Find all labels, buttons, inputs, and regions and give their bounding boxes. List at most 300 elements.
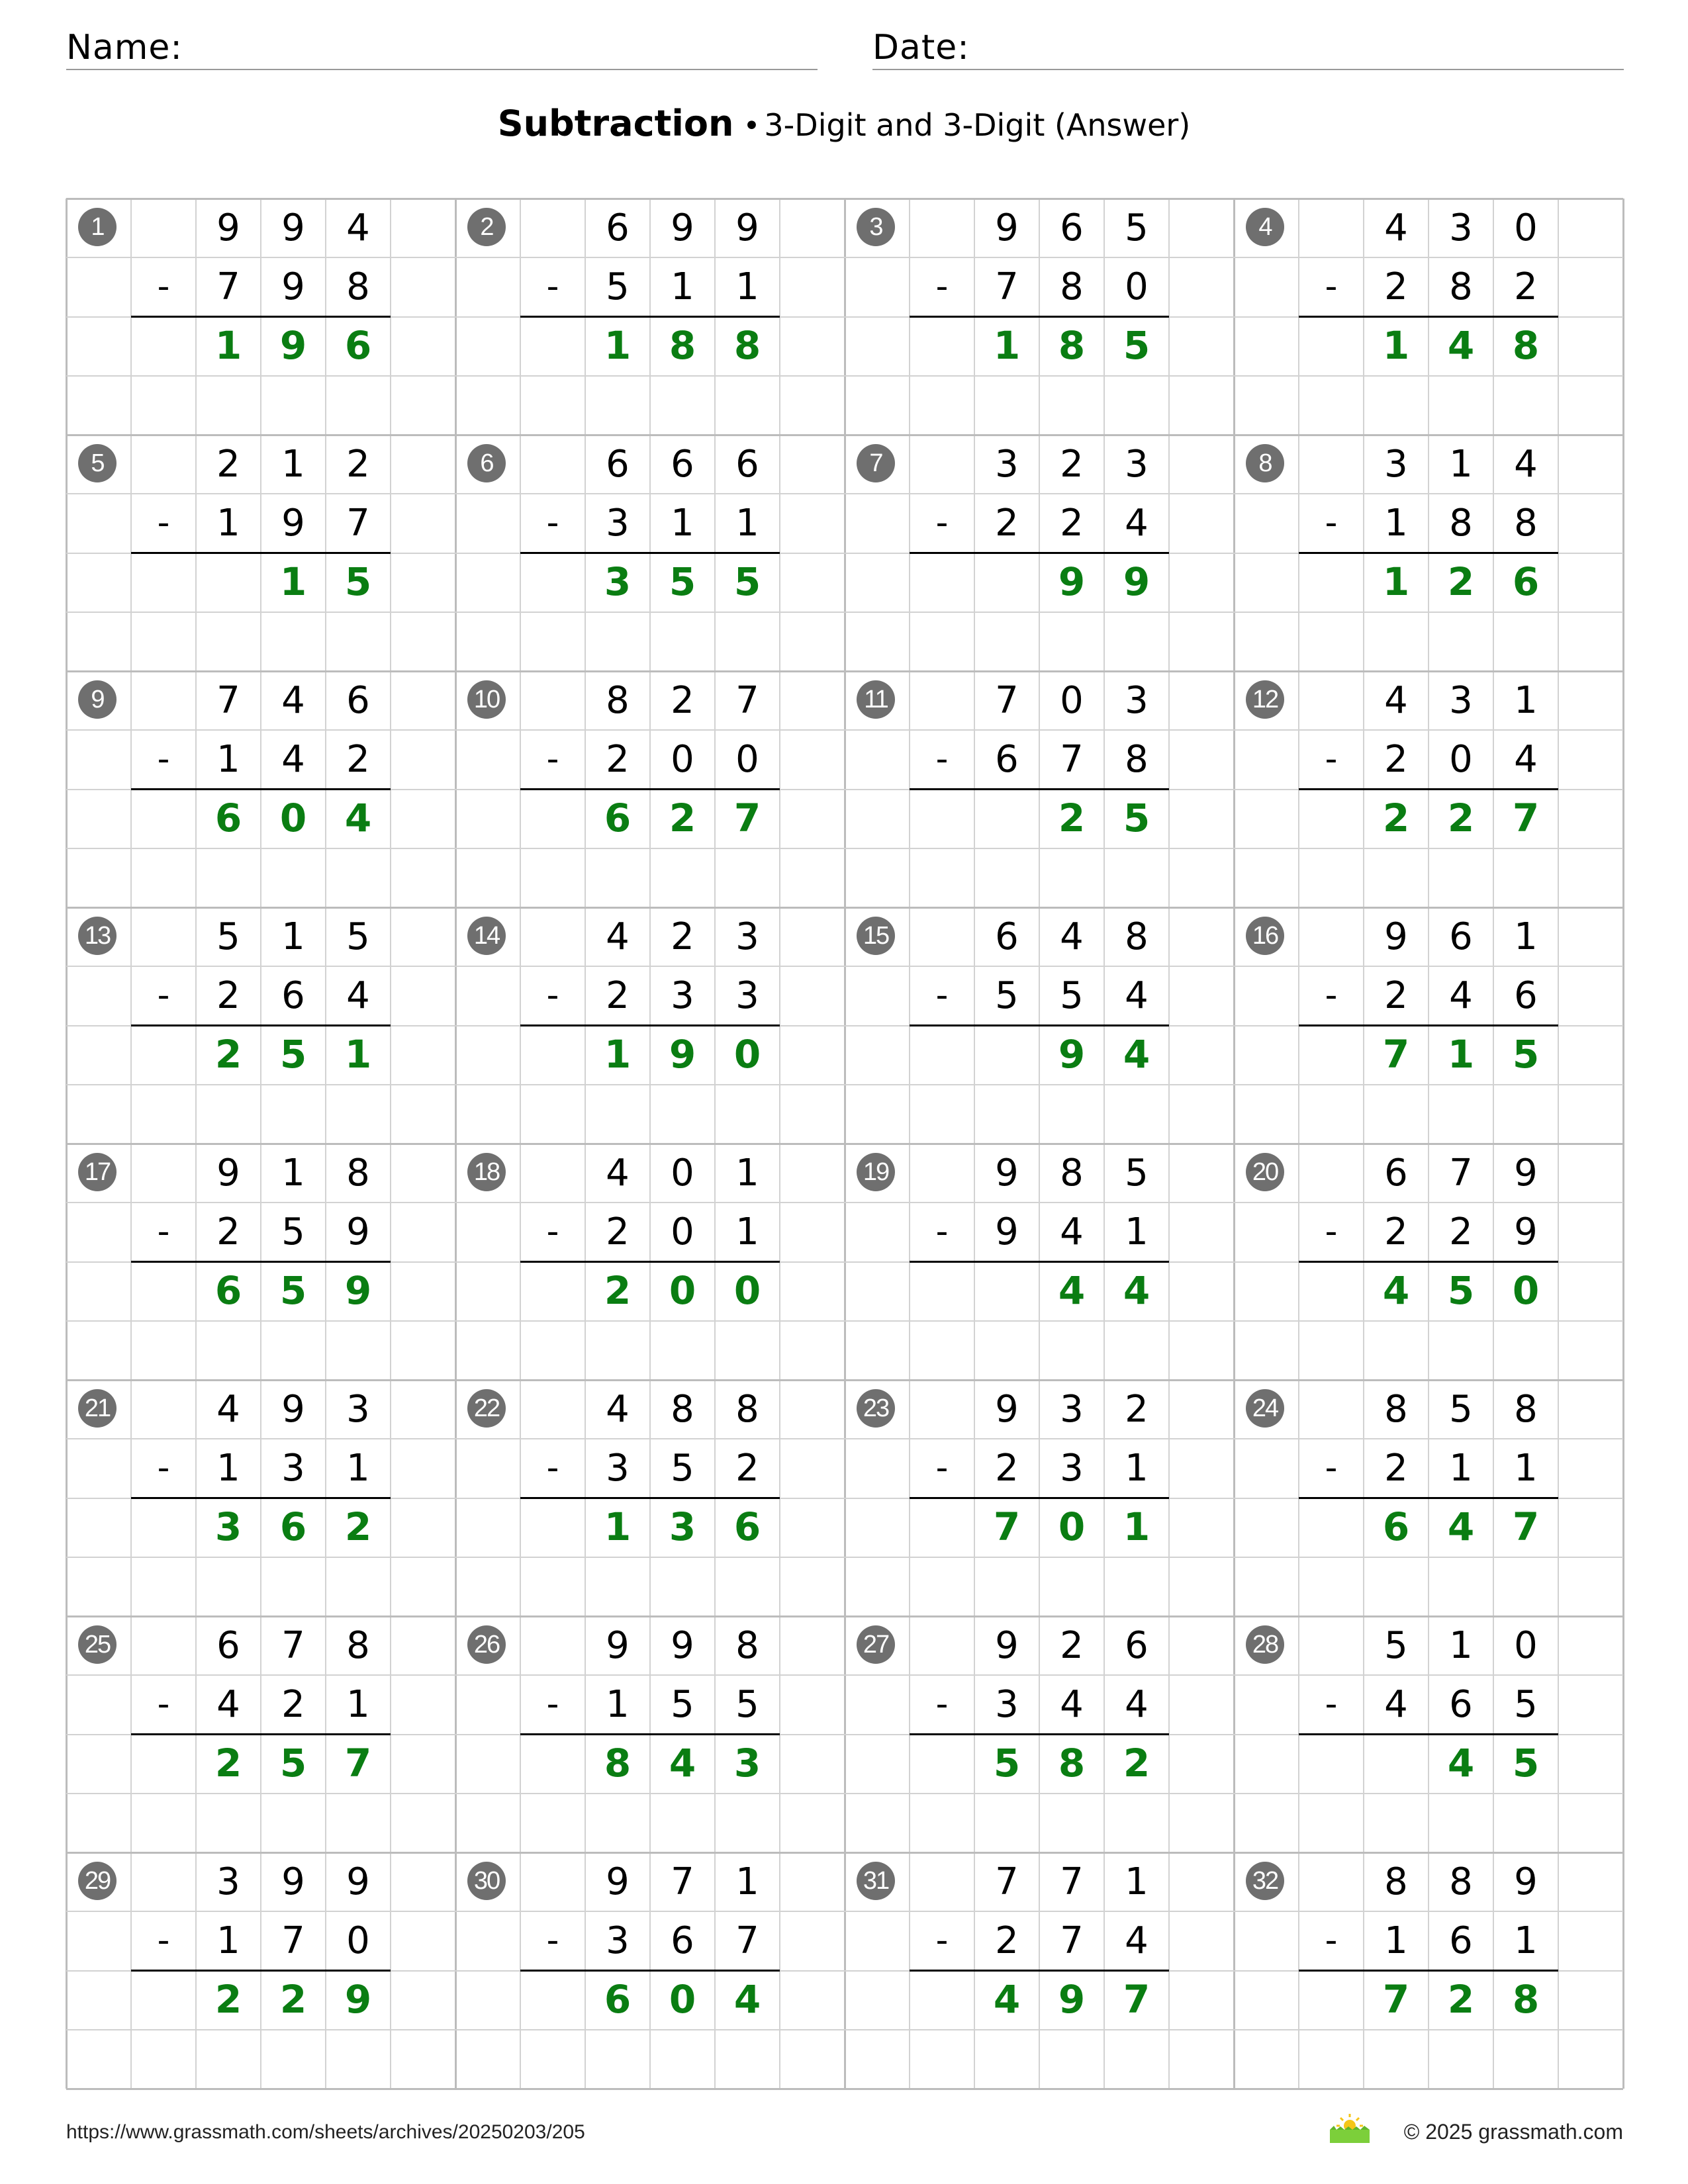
problem-29	[66, 1852, 455, 2089]
footer-url[interactable]: https://www.grassmath.com/sheets/archives/20250203/205	[66, 2121, 585, 2143]
answer-digit: 7	[1512, 1504, 1540, 1549]
answer-digit: 5	[993, 1741, 1021, 1786]
subtrahend-digit: 2	[995, 1919, 1019, 1962]
answer	[974, 316, 1169, 375]
minuend-digit: 6	[1060, 206, 1084, 250]
answer-rule	[910, 552, 1169, 554]
answer-rule	[131, 1733, 391, 1735]
minus-sign: -	[157, 1684, 170, 1724]
subtrahend	[1364, 730, 1558, 789]
subtrahend-digit: 4	[216, 1683, 240, 1726]
answer-digit: 7	[1123, 1977, 1150, 2022]
problem-number-badge: 27	[857, 1625, 895, 1664]
problem-3	[845, 199, 1234, 435]
problem-14	[455, 907, 845, 1144]
subtrahend-digit: 8	[1449, 502, 1473, 545]
subtrahend	[196, 1439, 391, 1498]
answer-digit: 7	[344, 1741, 372, 1786]
minuend	[585, 435, 780, 494]
subtrahend-digit: 1	[1514, 1919, 1538, 1962]
minuend-digit: 3	[995, 443, 1019, 486]
problem-number-badge: 24	[1246, 1389, 1284, 1428]
problem-24	[1234, 1380, 1623, 1616]
answer-rule	[1299, 1970, 1558, 1972]
answer-digit: 2	[279, 1977, 307, 2022]
answer-digit	[196, 553, 261, 612]
subtrahend-digit: 1	[606, 1683, 630, 1726]
subtrahend-digit: 2	[346, 738, 370, 781]
answer-rule	[520, 1261, 780, 1263]
subtrahend-digit: 4	[1060, 1683, 1084, 1726]
answer-rule	[131, 552, 391, 554]
minuend-digit: 3	[735, 915, 759, 958]
subtrahend-digit: 1	[1125, 1447, 1149, 1490]
problem-15	[845, 907, 1234, 1144]
minuend	[1364, 1380, 1558, 1439]
subtrahend	[974, 730, 1169, 789]
minus-sign: -	[935, 503, 949, 543]
problem-number-badge: 18	[467, 1153, 506, 1191]
problem-19	[845, 1144, 1234, 1380]
minuend-digit: 4	[1384, 679, 1408, 722]
subtrahend-digit: 6	[1449, 1919, 1473, 1962]
minuend-digit: 8	[346, 1624, 370, 1667]
problem-number-badge: 19	[857, 1153, 895, 1191]
minus-sign: -	[546, 1921, 559, 1960]
answer-digit: 0	[1512, 1268, 1540, 1313]
minuend	[1364, 199, 1558, 257]
answer-digit: 8	[1058, 1741, 1086, 1786]
answer-digit: 8	[733, 323, 761, 368]
subtrahend-digit: 0	[346, 1919, 370, 1962]
title-separator: •	[743, 109, 761, 143]
subtrahend-digit: 3	[995, 1683, 1019, 1726]
answer-rule	[520, 1024, 780, 1026]
subtrahend-digit: 1	[346, 1447, 370, 1490]
answer-digit: 9	[1058, 1977, 1086, 2022]
answer-digit: 6	[1382, 1504, 1410, 1549]
answer-digit: 2	[1447, 796, 1475, 841]
minuend-digit: 6	[346, 679, 370, 722]
minuend-digit: 8	[346, 1152, 370, 1195]
answer-digit: 2	[214, 1741, 242, 1786]
answer-digit: 2	[1123, 1741, 1150, 1786]
answer-digit: 9	[669, 1032, 696, 1077]
problem-25	[66, 1616, 455, 1852]
minuend	[1364, 435, 1558, 494]
answer-digit: 3	[669, 1504, 696, 1549]
answer-digit: 9	[1123, 559, 1150, 604]
answer	[974, 789, 1169, 848]
subtrahend-digit: 2	[216, 974, 240, 1017]
minuend	[974, 199, 1169, 257]
subtrahend-digit: 7	[346, 502, 370, 545]
answer-digit: 5	[344, 559, 372, 604]
subtrahend-digit: 4	[1125, 502, 1149, 545]
problem-7	[845, 435, 1234, 671]
answer-digit: 7	[1512, 796, 1540, 841]
minuend-digit: 7	[1449, 1152, 1473, 1195]
minuend-digit: 0	[671, 1152, 694, 1195]
minuend	[1364, 1616, 1558, 1675]
minus-sign: -	[546, 1212, 559, 1251]
minuend-digit: 6	[1384, 1152, 1408, 1195]
answer-digit: 4	[993, 1977, 1021, 2022]
problem-number-badge: 30	[467, 1862, 506, 1900]
minuend-digit: 9	[671, 206, 694, 250]
answer	[974, 1970, 1169, 2029]
minuend-digit: 2	[1125, 1388, 1149, 1431]
problem-number-badge: 9	[78, 680, 117, 719]
subtrahend	[1364, 257, 1558, 316]
minuend-digit: 1	[1125, 1860, 1149, 1903]
answer-digit: 1	[214, 323, 242, 368]
minuend-digit: 7	[671, 1860, 694, 1903]
answer-digit: 1	[993, 323, 1021, 368]
subtrahend-digit: 5	[995, 974, 1019, 1017]
answer-digit	[974, 1261, 1039, 1320]
subtrahend	[974, 494, 1169, 553]
problem-9	[66, 671, 455, 907]
subtrahend	[1364, 494, 1558, 553]
subtrahend-digit: 7	[995, 265, 1019, 308]
problem-6	[455, 435, 845, 671]
minuend-digit: 6	[995, 915, 1019, 958]
answer-rule	[520, 1970, 780, 1972]
subtrahend-digit: 5	[671, 1447, 694, 1490]
minus-sign: -	[546, 503, 559, 543]
minuend-digit: 5	[346, 915, 370, 958]
subtrahend-digit: 8	[1125, 738, 1149, 781]
answer-digit: 1	[1123, 1504, 1150, 1549]
answer-rule	[131, 788, 391, 790]
minuend-digit: 9	[281, 206, 305, 250]
subtrahend-digit: 4	[1514, 738, 1538, 781]
minuend-digit: 2	[671, 679, 694, 722]
subtrahend-digit: 7	[281, 1919, 305, 1962]
subtrahend-digit: 2	[281, 1683, 305, 1726]
answer-digit: 6	[214, 1268, 242, 1313]
minuend	[974, 1144, 1169, 1203]
answer-digit: 4	[1123, 1032, 1150, 1077]
answer-digit: 0	[669, 1977, 696, 2022]
answer-digit: 1	[1447, 1032, 1475, 1077]
minuend-digit: 8	[735, 1624, 759, 1667]
answer	[974, 1261, 1169, 1320]
subtrahend	[585, 1203, 780, 1261]
minuend	[974, 435, 1169, 494]
minuend-digit: 1	[735, 1860, 759, 1903]
answer-digit: 6	[604, 796, 632, 841]
subtrahend-digit: 4	[1449, 974, 1473, 1017]
minuend-digit: 2	[346, 443, 370, 486]
minuend-digit: 4	[346, 206, 370, 250]
minuend-digit: 9	[606, 1860, 630, 1903]
minuend	[196, 1852, 391, 1911]
answer-digit: 4	[1382, 1268, 1410, 1313]
subtrahend-digit: 2	[995, 502, 1019, 545]
problem-26	[455, 1616, 845, 1852]
subtrahend-digit: 6	[671, 1919, 694, 1962]
problem-number-badge: 25	[78, 1625, 117, 1664]
answer	[1364, 1498, 1558, 1557]
answer-digit: 1	[604, 1032, 632, 1077]
answer-digit: 1	[1382, 323, 1410, 368]
problem-8	[1234, 435, 1623, 671]
subtrahend	[1364, 1675, 1558, 1734]
subtrahend	[196, 1675, 391, 1734]
subtrahend-digit: 8	[1514, 502, 1538, 545]
subtrahend-digit: 9	[995, 1210, 1019, 1253]
problem-2	[455, 199, 845, 435]
answer-digit: 4	[344, 796, 372, 841]
problem-number-badge: 23	[857, 1389, 895, 1428]
minus-sign: -	[935, 739, 949, 779]
minus-sign: -	[935, 1921, 949, 1960]
answer	[974, 1498, 1169, 1557]
minuend-digit: 7	[735, 679, 759, 722]
answer	[1364, 1261, 1558, 1320]
minus-sign: -	[546, 1684, 559, 1724]
minuend-digit: 8	[1384, 1388, 1408, 1431]
minuend	[196, 435, 391, 494]
answer-digit: 5	[279, 1032, 307, 1077]
minus-sign: -	[1325, 976, 1338, 1015]
answer	[585, 1970, 780, 2029]
problem-12	[1234, 671, 1623, 907]
subtrahend-digit: 1	[1125, 1210, 1149, 1253]
minus-sign: -	[1325, 503, 1338, 543]
answer-digit: 9	[344, 1268, 372, 1313]
answer-digit: 0	[279, 796, 307, 841]
minuend-digit: 3	[346, 1388, 370, 1431]
answer	[585, 789, 780, 848]
subtrahend-digit: 3	[735, 974, 759, 1017]
answer-digit: 6	[279, 1504, 307, 1549]
minuend-digit: 7	[995, 1860, 1019, 1903]
answer-digit: 5	[1512, 1741, 1540, 1786]
minuend-digit: 9	[1514, 1152, 1538, 1195]
footer-copyright: © 2025 grassmath.com	[1403, 2120, 1623, 2144]
answer-digit: 1	[604, 1504, 632, 1549]
title-main: Subtraction	[497, 103, 734, 144]
minuend-digit: 2	[1060, 443, 1084, 486]
subtrahend	[196, 966, 391, 1025]
answer-digit: 3	[733, 1741, 761, 1786]
subtrahend-digit: 4	[1125, 974, 1149, 1017]
minuend-digit: 5	[1449, 1388, 1473, 1431]
subtrahend-digit: 9	[281, 265, 305, 308]
subtrahend-digit: 2	[216, 1210, 240, 1253]
answer-rule	[1299, 316, 1558, 318]
minus-sign: -	[1325, 739, 1338, 779]
minuend-digit: 3	[216, 1860, 240, 1903]
subtrahend-digit: 2	[1514, 265, 1538, 308]
subtrahend-digit: 8	[346, 265, 370, 308]
subtrahend-digit: 2	[606, 974, 630, 1017]
subtrahend-digit: 5	[1514, 1683, 1538, 1726]
problem-number-badge: 21	[78, 1389, 117, 1428]
subtrahend-digit: 2	[995, 1447, 1019, 1490]
subtrahend-digit: 1	[735, 265, 759, 308]
minuend-digit: 4	[606, 915, 630, 958]
subtrahend-digit: 2	[1384, 265, 1408, 308]
subtrahend	[585, 1911, 780, 1970]
answer-digit: 4	[1447, 1741, 1475, 1786]
minuend-digit: 8	[1125, 915, 1149, 958]
name-field[interactable]	[66, 23, 818, 70]
minuend-digit: 9	[995, 1152, 1019, 1195]
answer-digit: 5	[279, 1741, 307, 1786]
subtrahend-digit: 2	[1384, 1210, 1408, 1253]
minuend	[585, 907, 780, 966]
answer	[196, 1734, 391, 1793]
answer-digit: 5	[1123, 323, 1150, 368]
subtrahend-digit: 3	[281, 1447, 305, 1490]
problem-31	[845, 1852, 1234, 2089]
subtrahend-digit: 7	[1060, 1919, 1084, 1962]
minuend-digit: 5	[1125, 206, 1149, 250]
subtrahend-digit: 4	[1125, 1919, 1149, 1962]
answer-digit: 6	[604, 1977, 632, 2022]
problem-16	[1234, 907, 1623, 1144]
answer-rule	[1299, 1497, 1558, 1499]
answer	[1364, 553, 1558, 612]
minuend-digit: 1	[281, 443, 305, 486]
subtrahend-digit: 0	[671, 1210, 694, 1253]
subtrahend-digit: 1	[735, 1210, 759, 1253]
subtrahend	[974, 966, 1169, 1025]
subtrahend	[974, 1203, 1169, 1261]
subtrahend-digit: 2	[735, 1447, 759, 1490]
answer	[196, 316, 391, 375]
answer-rule	[131, 1024, 391, 1026]
subtrahend	[974, 1675, 1169, 1734]
minuend-digit: 1	[281, 1152, 305, 1195]
answer-digit	[1364, 1734, 1429, 1793]
answer-digit: 6	[1512, 559, 1540, 604]
subtrahend	[974, 1439, 1169, 1498]
problem-number-badge: 3	[857, 208, 895, 246]
answer-rule	[131, 1497, 391, 1499]
answer-digit: 0	[733, 1268, 761, 1313]
answer-digit: 2	[214, 1977, 242, 2022]
answer-digit: 4	[1058, 1268, 1086, 1313]
minuend-digit: 7	[995, 679, 1019, 722]
subtrahend-digit: 8	[1060, 265, 1084, 308]
minuend	[196, 1616, 391, 1675]
minuend-digit: 2	[1060, 1624, 1084, 1667]
subtrahend-digit: 5	[735, 1683, 759, 1726]
minuend-digit: 8	[1384, 1860, 1408, 1903]
minuend-digit: 4	[606, 1152, 630, 1195]
subtrahend	[974, 1911, 1169, 1970]
answer-digit: 9	[344, 1977, 372, 2022]
subtrahend-digit: 0	[1125, 265, 1149, 308]
subtrahend-digit: 5	[281, 1210, 305, 1253]
minus-sign: -	[157, 739, 170, 779]
minuend-digit: 7	[281, 1624, 305, 1667]
minuend-digit: 3	[1125, 679, 1149, 722]
minuend-digit: 9	[995, 1388, 1019, 1431]
answer-digit: 1	[1382, 559, 1410, 604]
date-field[interactable]	[872, 23, 1624, 70]
minuend-digit: 3	[1449, 679, 1473, 722]
minuend	[1364, 1852, 1558, 1911]
answer-digit	[974, 1025, 1039, 1084]
answer-rule	[910, 788, 1169, 790]
minuend-digit: 3	[1060, 1388, 1084, 1431]
answer-digit: 5	[1512, 1032, 1540, 1077]
answer	[196, 1261, 391, 1320]
answer-rule	[1299, 1261, 1558, 1263]
answer-digit: 8	[1512, 323, 1540, 368]
minuend-digit: 9	[346, 1860, 370, 1903]
minuend-digit: 4	[281, 679, 305, 722]
subtrahend-digit: 3	[671, 974, 694, 1017]
minuend-digit: 3	[1125, 443, 1149, 486]
answer-digit: 4	[733, 1977, 761, 2022]
answer	[585, 316, 780, 375]
subtrahend-digit: 1	[346, 1683, 370, 1726]
minuend-digit: 8	[1060, 1152, 1084, 1195]
minus-sign: -	[157, 503, 170, 543]
subtrahend-digit: 6	[1514, 974, 1538, 1017]
answer-rule	[131, 1970, 391, 1972]
answer	[1364, 1025, 1558, 1084]
minuend-digit: 5	[1125, 1152, 1149, 1195]
answer-rule	[520, 316, 780, 318]
minuend-digit: 0	[1514, 206, 1538, 250]
answer-digit: 9	[1058, 1032, 1086, 1077]
minuend-digit: 6	[671, 443, 694, 486]
answer-rule	[1299, 788, 1558, 790]
subtrahend-digit: 6	[1449, 1683, 1473, 1726]
subtrahend-digit: 2	[606, 1210, 630, 1253]
minuend-digit: 8	[671, 1388, 694, 1431]
subtrahend-digit: 5	[606, 265, 630, 308]
minuend-digit: 4	[216, 1388, 240, 1431]
subtrahend-digit: 9	[281, 502, 305, 545]
answer-digit: 0	[669, 1268, 696, 1313]
minuend	[974, 1616, 1169, 1675]
subtrahend-digit: 1	[216, 1919, 240, 1962]
minuend-digit: 2	[671, 915, 694, 958]
minuend-digit: 9	[995, 206, 1019, 250]
subtrahend-digit: 3	[606, 1447, 630, 1490]
answer-rule	[910, 316, 1169, 318]
answer-digit: 1	[604, 323, 632, 368]
subtrahend-digit: 0	[671, 738, 694, 781]
problem-number-badge: 13	[78, 917, 117, 955]
subtrahend-digit: 7	[216, 265, 240, 308]
answer	[974, 1734, 1169, 1793]
minus-sign: -	[157, 1448, 170, 1488]
minuend-digit: 8	[1514, 1388, 1538, 1431]
answer	[196, 1498, 391, 1557]
problem-number-badge: 12	[1246, 680, 1284, 719]
minuend-digit: 6	[606, 206, 630, 250]
subtrahend-digit: 2	[1060, 502, 1084, 545]
subtrahend	[1364, 1911, 1558, 1970]
answer-digit: 7	[1382, 1977, 1410, 2022]
answer-digit: 4	[1447, 323, 1475, 368]
problem-22	[455, 1380, 845, 1616]
subtrahend	[585, 494, 780, 553]
subtrahend-digit: 2	[1384, 1447, 1408, 1490]
answer	[196, 1970, 391, 2029]
subtrahend	[585, 966, 780, 1025]
